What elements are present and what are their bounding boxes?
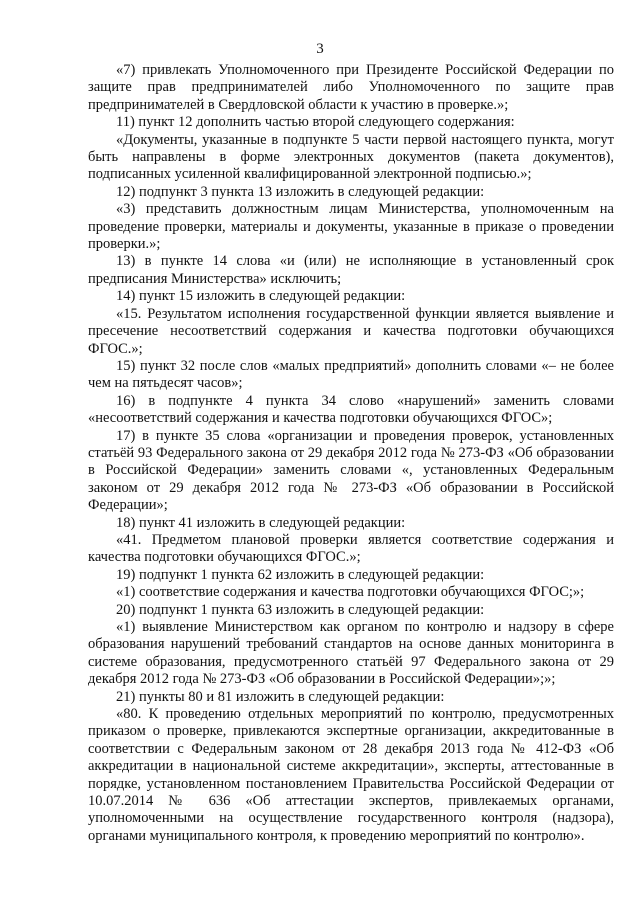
paragraph-amendment-19: 19) подпункт 1 пункта 62 изложить в следующей редакции:	[116, 566, 485, 583]
paragraph-amendment-15: 15) пункт 32 после слов «малых предприятий» дополнить словами «– не более чем на пятьдесят часов»;	[88, 357, 614, 392]
page-number: 3	[316, 41, 324, 57]
paragraph-quote-item-63-1: «1) выявление Министерством как органом по контролю и надзору в сфере образования нарушений требований стандартов на основе данных мониторинга в системе образования, предусмотренного статьёй 97 Федерального закона от 29 декабря 2012 года № 273-ФЗ «Об образовании в Российской Федерации»;»;	[88, 619, 614, 688]
paragraph-amendment-21: 21) пункты 80 и 81 изложить в следующей редакции:	[116, 688, 445, 705]
paragraph-quote-documents: «Документы, указанные в подпункте 5 части первой настоящего пункта, могут быть направлены в форме электронных документов (пакета документов), подписанных усиленной квалифицированной электронной подписью.»;	[88, 131, 614, 183]
paragraph-quote-item-41: «41. Предметом плановой проверки является соответствие содержания и качества подготовки обучающихся ФГОС.»;	[88, 531, 614, 566]
paragraph-amendment-14: 14) пункт 15 изложить в следующей редакции:	[116, 288, 406, 305]
paragraph-quote-item-62-1: «1) соответствие содержания и качества подготовки обучающихся ФГОС;»;	[116, 584, 585, 601]
paragraph-quote-item-3: «3) представить должностным лицам Министерства, уполномоченным на проведение проверки, материалы и документы, указанные в приказе о проведении проверки.»;	[88, 201, 614, 253]
paragraph-quote-item-80: «80. К проведению отдельных мероприятий по контролю, предусмотренных приказом о проверке, привлекаются экспертные организации, аккредитованные в соответствии с Федеральным законом от 28 декабря 2013 года № 412-ФЗ «Об аккредитации в национальной системе аккредитации», эксперты, аттестованные в порядке, установленном постановлением Правительства Российской Федерации от 10.07.2014 № 636 «Об аттестации экспертов, привлекаемых органами, уполномоченными на осуществление государственного контроля (надзора), органами муниципального контроля, к проведению мероприятий по контролю».	[88, 706, 614, 844]
paragraph-amendment-17: 17) в пункте 35 слова «организации и проведения проверок, установленных статьёй 93 Федерального закона от 29 декабря 2012 года № 273-ФЗ «Об образовании в Российской Федерации» заменить словами «, установленных Федеральным законом от 29 декабря 2012 года № 273-ФЗ «Об образовании в Российской Федерации»;	[88, 427, 614, 514]
document-body	[88, 62, 614, 845]
paragraph-amendment-12: 12) подпункт 3 пункта 13 изложить в следующей редакции:	[116, 183, 485, 200]
paragraph-amendment-11: 11) пункт 12 дополнить частью второй следующего содержания:	[116, 114, 515, 131]
paragraph-amendment-13: 13) в пункте 14 слова «и (или) не исполняющие в установленный срок предписания Министерства» исключить;	[88, 253, 614, 287]
paragraph-amendment-16: 16) в подпункте 4 пункта 34 слово «нарушений» заменить словами «несоответствий содержания и качества подготовки обучающихся ФГОС»;	[88, 392, 614, 427]
paragraph-item-7-quote: «7) привлекать Уполномоченного при Президенте Российской Федерации по защите прав предпринимателей либо Уполномоченного по защите прав предпринимателей в Свердловской области к участию в проверке.»;	[88, 62, 614, 113]
paragraph-amendment-20: 20) подпункт 1 пункта 63 изложить в следующей редакции:	[116, 601, 485, 618]
paragraph-quote-item-15: «15. Результатом исполнения государственной функции является выявление и пресечение несоответствий содержания и качества подготовки обучающихся ФГОС.»;	[88, 305, 614, 357]
paragraph-amendment-18: 18) пункт 41 изложить в следующей редакции:	[116, 514, 406, 531]
